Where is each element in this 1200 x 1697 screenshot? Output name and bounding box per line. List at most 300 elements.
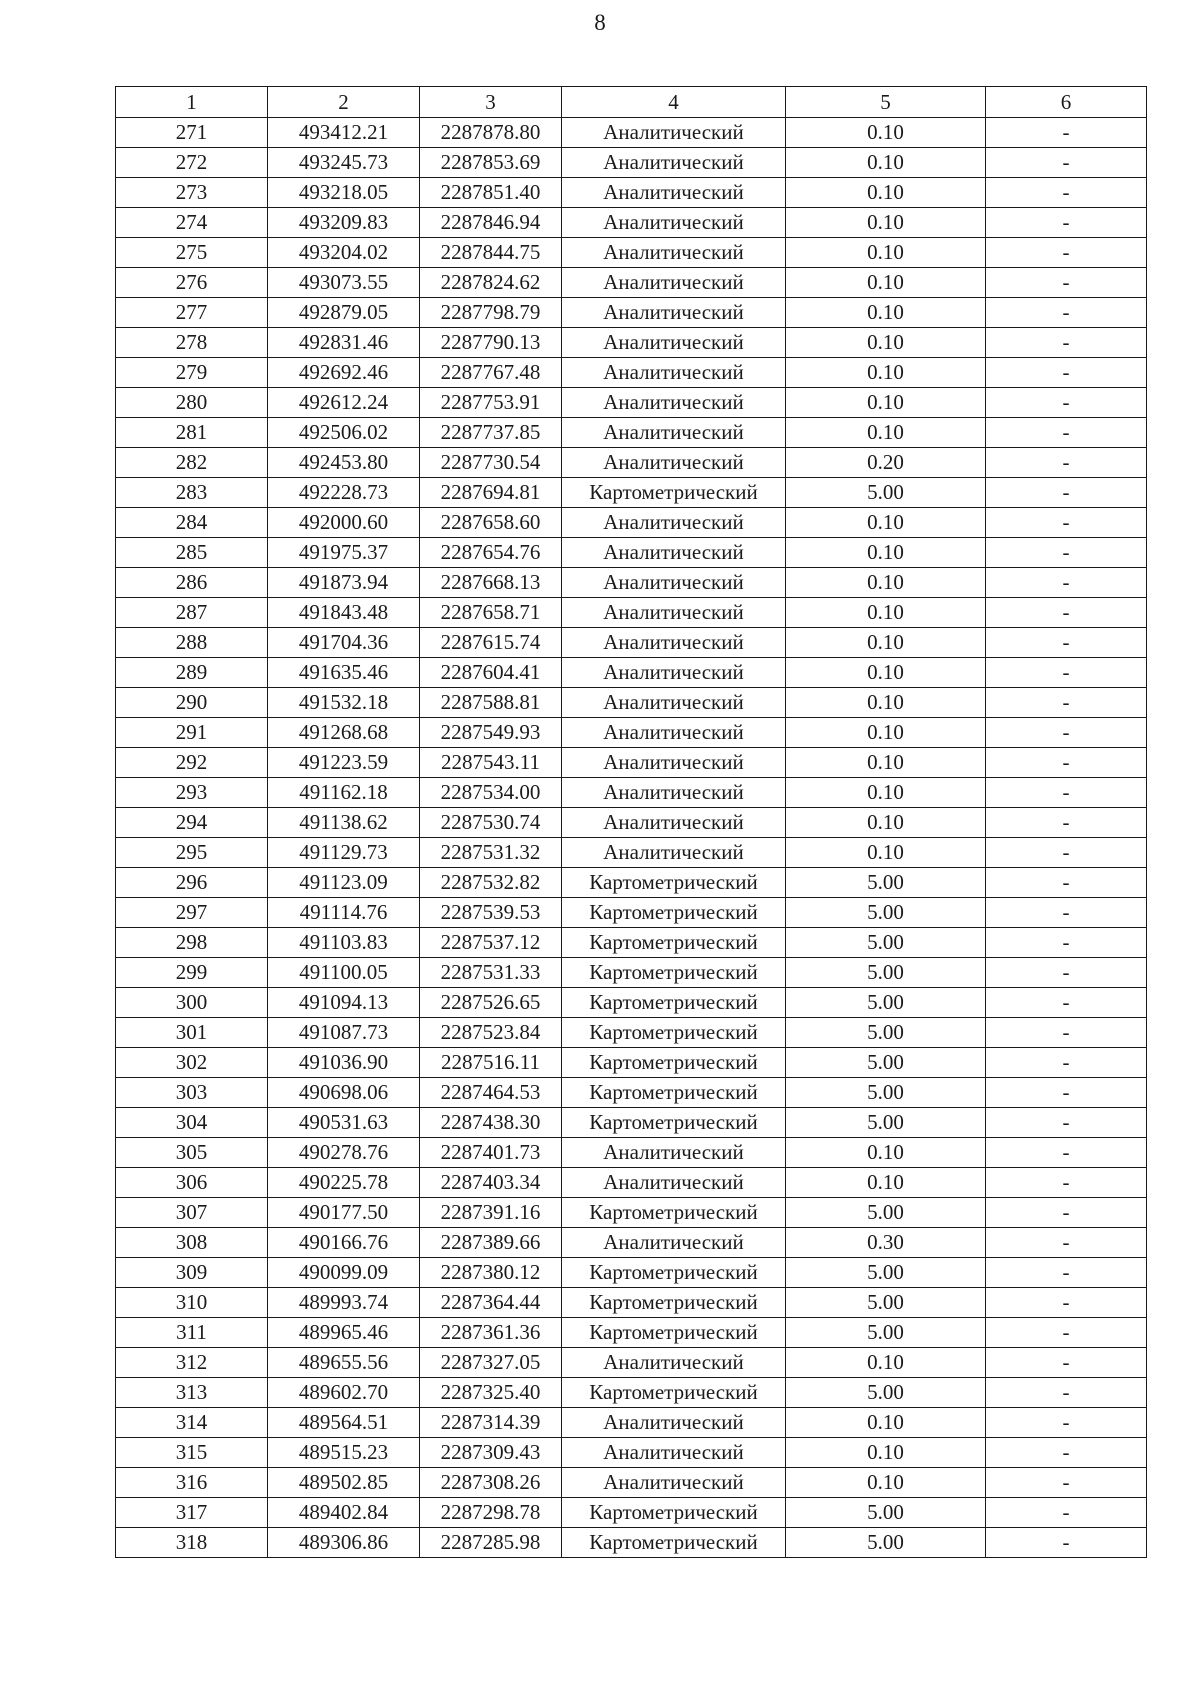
accuracy-cell: 0.10 bbox=[786, 238, 986, 268]
x-coordinate-cell: 489502.85 bbox=[268, 1468, 420, 1498]
accuracy-cell: 0.10 bbox=[786, 358, 986, 388]
description-cell: - bbox=[986, 1168, 1147, 1198]
column-header-4: 4 bbox=[562, 87, 786, 118]
description-cell: - bbox=[986, 868, 1147, 898]
x-coordinate-cell: 492831.46 bbox=[268, 328, 420, 358]
table-row bbox=[116, 208, 1147, 238]
point-number-cell: 288 bbox=[116, 628, 268, 658]
point-number-cell: 276 bbox=[116, 268, 268, 298]
x-coordinate-cell: 491036.90 bbox=[268, 1048, 420, 1078]
table-row bbox=[116, 778, 1147, 808]
accuracy-cell: 0.10 bbox=[786, 298, 986, 328]
accuracy-cell: 5.00 bbox=[786, 478, 986, 508]
point-number-cell: 303 bbox=[116, 1078, 268, 1108]
point-number-cell: 311 bbox=[116, 1318, 268, 1348]
accuracy-cell: 0.10 bbox=[786, 148, 986, 178]
table-row bbox=[116, 838, 1147, 868]
table-row bbox=[116, 1378, 1147, 1408]
table-row bbox=[116, 1018, 1147, 1048]
accuracy-cell: 0.10 bbox=[786, 568, 986, 598]
y-coordinate-cell: 2287798.79 bbox=[420, 298, 562, 328]
method-cell: Картометрический bbox=[562, 1108, 786, 1138]
y-coordinate-cell: 2287539.53 bbox=[420, 898, 562, 928]
method-cell: Аналитический bbox=[562, 718, 786, 748]
description-cell: - bbox=[986, 718, 1147, 748]
point-number-cell: 285 bbox=[116, 538, 268, 568]
method-cell: Аналитический bbox=[562, 238, 786, 268]
accuracy-cell: 5.00 bbox=[786, 868, 986, 898]
y-coordinate-cell: 2287308.26 bbox=[420, 1468, 562, 1498]
method-cell: Аналитический bbox=[562, 1138, 786, 1168]
y-coordinate-cell: 2287537.12 bbox=[420, 928, 562, 958]
y-coordinate-cell: 2287851.40 bbox=[420, 178, 562, 208]
method-cell: Аналитический bbox=[562, 358, 786, 388]
x-coordinate-cell: 491123.09 bbox=[268, 868, 420, 898]
column-header-3: 3 bbox=[420, 87, 562, 118]
table-row bbox=[116, 1318, 1147, 1348]
description-cell: - bbox=[986, 928, 1147, 958]
x-coordinate-cell: 490099.09 bbox=[268, 1258, 420, 1288]
description-cell: - bbox=[986, 1078, 1147, 1108]
y-coordinate-cell: 2287767.48 bbox=[420, 358, 562, 388]
method-cell: Аналитический bbox=[562, 1468, 786, 1498]
description-cell: - bbox=[986, 1438, 1147, 1468]
description-cell: - bbox=[986, 538, 1147, 568]
table-row bbox=[116, 688, 1147, 718]
x-coordinate-cell: 491162.18 bbox=[268, 778, 420, 808]
y-coordinate-cell: 2287523.84 bbox=[420, 1018, 562, 1048]
point-number-cell: 282 bbox=[116, 448, 268, 478]
table-row bbox=[116, 748, 1147, 778]
method-cell: Картометрический bbox=[562, 928, 786, 958]
y-coordinate-cell: 2287853.69 bbox=[420, 148, 562, 178]
x-coordinate-cell: 491087.73 bbox=[268, 1018, 420, 1048]
method-cell: Аналитический bbox=[562, 388, 786, 418]
accuracy-cell: 5.00 bbox=[786, 958, 986, 988]
method-cell: Картометрический bbox=[562, 1258, 786, 1288]
method-cell: Аналитический bbox=[562, 1438, 786, 1468]
y-coordinate-cell: 2287391.16 bbox=[420, 1198, 562, 1228]
x-coordinate-cell: 493209.83 bbox=[268, 208, 420, 238]
description-cell: - bbox=[986, 658, 1147, 688]
description-cell: - bbox=[986, 898, 1147, 928]
accuracy-cell: 5.00 bbox=[786, 1048, 986, 1078]
y-coordinate-cell: 2287464.53 bbox=[420, 1078, 562, 1108]
accuracy-cell: 5.00 bbox=[786, 1318, 986, 1348]
accuracy-cell: 5.00 bbox=[786, 928, 986, 958]
point-number-cell: 290 bbox=[116, 688, 268, 718]
description-cell: - bbox=[986, 328, 1147, 358]
x-coordinate-cell: 493073.55 bbox=[268, 268, 420, 298]
description-cell: - bbox=[986, 1318, 1147, 1348]
x-coordinate-cell: 491129.73 bbox=[268, 838, 420, 868]
x-coordinate-cell: 491114.76 bbox=[268, 898, 420, 928]
point-number-cell: 314 bbox=[116, 1408, 268, 1438]
y-coordinate-cell: 2287824.62 bbox=[420, 268, 562, 298]
table-row bbox=[116, 118, 1147, 148]
y-coordinate-cell: 2287516.11 bbox=[420, 1048, 562, 1078]
table-row bbox=[116, 238, 1147, 268]
x-coordinate-cell: 491843.48 bbox=[268, 598, 420, 628]
description-cell: - bbox=[986, 1408, 1147, 1438]
y-coordinate-cell: 2287298.78 bbox=[420, 1498, 562, 1528]
accuracy-cell: 0.10 bbox=[786, 658, 986, 688]
table-row bbox=[116, 478, 1147, 508]
table-row bbox=[116, 538, 1147, 568]
x-coordinate-cell: 489602.70 bbox=[268, 1378, 420, 1408]
point-number-cell: 293 bbox=[116, 778, 268, 808]
x-coordinate-cell: 490278.76 bbox=[268, 1138, 420, 1168]
x-coordinate-cell: 489564.51 bbox=[268, 1408, 420, 1438]
x-coordinate-cell: 492612.24 bbox=[268, 388, 420, 418]
accuracy-cell: 0.10 bbox=[786, 418, 986, 448]
accuracy-cell: 5.00 bbox=[786, 1198, 986, 1228]
y-coordinate-cell: 2287325.40 bbox=[420, 1378, 562, 1408]
point-number-cell: 271 bbox=[116, 118, 268, 148]
point-number-cell: 317 bbox=[116, 1498, 268, 1528]
x-coordinate-cell: 490166.76 bbox=[268, 1228, 420, 1258]
description-cell: - bbox=[986, 1198, 1147, 1228]
y-coordinate-cell: 2287380.12 bbox=[420, 1258, 562, 1288]
x-coordinate-cell: 493245.73 bbox=[268, 148, 420, 178]
method-cell: Картометрический bbox=[562, 1018, 786, 1048]
table-row bbox=[116, 898, 1147, 928]
header-row bbox=[116, 87, 1147, 118]
point-number-cell: 318 bbox=[116, 1528, 268, 1558]
table-row bbox=[116, 1528, 1147, 1558]
method-cell: Аналитический bbox=[562, 448, 786, 478]
y-coordinate-cell: 2287543.11 bbox=[420, 748, 562, 778]
y-coordinate-cell: 2287694.81 bbox=[420, 478, 562, 508]
table-row bbox=[116, 1168, 1147, 1198]
point-number-cell: 274 bbox=[116, 208, 268, 238]
accuracy-cell: 0.10 bbox=[786, 1138, 986, 1168]
description-cell: - bbox=[986, 268, 1147, 298]
method-cell: Картометрический bbox=[562, 1288, 786, 1318]
y-coordinate-cell: 2287361.36 bbox=[420, 1318, 562, 1348]
point-number-cell: 298 bbox=[116, 928, 268, 958]
x-coordinate-cell: 491094.13 bbox=[268, 988, 420, 1018]
point-number-cell: 286 bbox=[116, 568, 268, 598]
y-coordinate-cell: 2287438.30 bbox=[420, 1108, 562, 1138]
point-number-cell: 273 bbox=[116, 178, 268, 208]
method-cell: Картометрический bbox=[562, 898, 786, 928]
y-coordinate-cell: 2287753.91 bbox=[420, 388, 562, 418]
x-coordinate-cell: 490531.63 bbox=[268, 1108, 420, 1138]
method-cell: Аналитический bbox=[562, 1168, 786, 1198]
description-cell: - bbox=[986, 748, 1147, 778]
description-cell: - bbox=[986, 778, 1147, 808]
table-row bbox=[116, 1438, 1147, 1468]
table-row bbox=[116, 358, 1147, 388]
point-number-cell: 305 bbox=[116, 1138, 268, 1168]
point-number-cell: 278 bbox=[116, 328, 268, 358]
y-coordinate-cell: 2287730.54 bbox=[420, 448, 562, 478]
column-header-2: 2 bbox=[268, 87, 420, 118]
description-cell: - bbox=[986, 1228, 1147, 1258]
method-cell: Картометрический bbox=[562, 1048, 786, 1078]
description-cell: - bbox=[986, 1348, 1147, 1378]
accuracy-cell: 5.00 bbox=[786, 1528, 986, 1558]
method-cell: Картометрический bbox=[562, 1078, 786, 1108]
table-row bbox=[116, 868, 1147, 898]
description-cell: - bbox=[986, 418, 1147, 448]
accuracy-cell: 0.10 bbox=[786, 778, 986, 808]
column-header-5: 5 bbox=[786, 87, 986, 118]
x-coordinate-cell: 491873.94 bbox=[268, 568, 420, 598]
point-number-cell: 310 bbox=[116, 1288, 268, 1318]
method-cell: Аналитический bbox=[562, 658, 786, 688]
method-cell: Аналитический bbox=[562, 1408, 786, 1438]
description-cell: - bbox=[986, 808, 1147, 838]
method-cell: Картометрический bbox=[562, 988, 786, 1018]
table-body bbox=[116, 118, 1147, 1558]
accuracy-cell: 0.10 bbox=[786, 838, 986, 868]
point-number-cell: 316 bbox=[116, 1468, 268, 1498]
y-coordinate-cell: 2287534.00 bbox=[420, 778, 562, 808]
description-cell: - bbox=[986, 1288, 1147, 1318]
coordinates-table bbox=[115, 86, 1147, 1558]
accuracy-cell: 5.00 bbox=[786, 1018, 986, 1048]
method-cell: Аналитический bbox=[562, 778, 786, 808]
point-number-cell: 308 bbox=[116, 1228, 268, 1258]
method-cell: Аналитический bbox=[562, 328, 786, 358]
point-number-cell: 307 bbox=[116, 1198, 268, 1228]
description-cell: - bbox=[986, 1378, 1147, 1408]
description-cell: - bbox=[986, 508, 1147, 538]
table-row bbox=[116, 1198, 1147, 1228]
method-cell: Аналитический bbox=[562, 148, 786, 178]
point-number-cell: 296 bbox=[116, 868, 268, 898]
method-cell: Аналитический bbox=[562, 568, 786, 598]
table-row bbox=[116, 988, 1147, 1018]
y-coordinate-cell: 2287844.75 bbox=[420, 238, 562, 268]
point-number-cell: 281 bbox=[116, 418, 268, 448]
x-coordinate-cell: 491268.68 bbox=[268, 718, 420, 748]
point-number-cell: 301 bbox=[116, 1018, 268, 1048]
column-header-6: 6 bbox=[986, 87, 1147, 118]
method-cell: Аналитический bbox=[562, 628, 786, 658]
accuracy-cell: 5.00 bbox=[786, 1378, 986, 1408]
y-coordinate-cell: 2287285.98 bbox=[420, 1528, 562, 1558]
y-coordinate-cell: 2287588.81 bbox=[420, 688, 562, 718]
table-row bbox=[116, 1258, 1147, 1288]
x-coordinate-cell: 491704.36 bbox=[268, 628, 420, 658]
method-cell: Картометрический bbox=[562, 1498, 786, 1528]
accuracy-cell: 5.00 bbox=[786, 1108, 986, 1138]
table-row bbox=[116, 958, 1147, 988]
point-number-cell: 306 bbox=[116, 1168, 268, 1198]
method-cell: Картометрический bbox=[562, 478, 786, 508]
table-row bbox=[116, 1138, 1147, 1168]
x-coordinate-cell: 491532.18 bbox=[268, 688, 420, 718]
y-coordinate-cell: 2287878.80 bbox=[420, 118, 562, 148]
table-row bbox=[116, 1078, 1147, 1108]
y-coordinate-cell: 2287604.41 bbox=[420, 658, 562, 688]
x-coordinate-cell: 491138.62 bbox=[268, 808, 420, 838]
table-row bbox=[116, 1288, 1147, 1318]
description-cell: - bbox=[986, 568, 1147, 598]
x-coordinate-cell: 489993.74 bbox=[268, 1288, 420, 1318]
accuracy-cell: 0.10 bbox=[786, 268, 986, 298]
x-coordinate-cell: 492453.80 bbox=[268, 448, 420, 478]
accuracy-cell: 0.10 bbox=[786, 328, 986, 358]
point-number-cell: 299 bbox=[116, 958, 268, 988]
accuracy-cell: 0.10 bbox=[786, 1438, 986, 1468]
point-number-cell: 297 bbox=[116, 898, 268, 928]
table-row bbox=[116, 298, 1147, 328]
table-row bbox=[116, 508, 1147, 538]
method-cell: Аналитический bbox=[562, 118, 786, 148]
description-cell: - bbox=[986, 688, 1147, 718]
description-cell: - bbox=[986, 388, 1147, 418]
accuracy-cell: 0.10 bbox=[786, 1408, 986, 1438]
description-cell: - bbox=[986, 988, 1147, 1018]
table-row bbox=[116, 718, 1147, 748]
table-row bbox=[116, 568, 1147, 598]
point-number-cell: 272 bbox=[116, 148, 268, 178]
table-row bbox=[116, 148, 1147, 178]
table-row bbox=[116, 1498, 1147, 1528]
x-coordinate-cell: 493412.21 bbox=[268, 118, 420, 148]
x-coordinate-cell: 492000.60 bbox=[268, 508, 420, 538]
accuracy-cell: 0.10 bbox=[786, 1348, 986, 1378]
description-cell: - bbox=[986, 298, 1147, 328]
y-coordinate-cell: 2287658.71 bbox=[420, 598, 562, 628]
method-cell: Картометрический bbox=[562, 868, 786, 898]
x-coordinate-cell: 490225.78 bbox=[268, 1168, 420, 1198]
method-cell: Аналитический bbox=[562, 268, 786, 298]
accuracy-cell: 0.10 bbox=[786, 388, 986, 418]
table-row bbox=[116, 808, 1147, 838]
table-row bbox=[116, 448, 1147, 478]
table-row bbox=[116, 1348, 1147, 1378]
description-cell: - bbox=[986, 478, 1147, 508]
y-coordinate-cell: 2287401.73 bbox=[420, 1138, 562, 1168]
description-cell: - bbox=[986, 1498, 1147, 1528]
point-number-cell: 283 bbox=[116, 478, 268, 508]
table-row bbox=[116, 328, 1147, 358]
point-number-cell: 294 bbox=[116, 808, 268, 838]
accuracy-cell: 0.10 bbox=[786, 508, 986, 538]
table-row bbox=[116, 178, 1147, 208]
method-cell: Картометрический bbox=[562, 958, 786, 988]
table-row bbox=[116, 1048, 1147, 1078]
method-cell: Картометрический bbox=[562, 1318, 786, 1348]
x-coordinate-cell: 492228.73 bbox=[268, 478, 420, 508]
accuracy-cell: 0.10 bbox=[786, 688, 986, 718]
y-coordinate-cell: 2287531.33 bbox=[420, 958, 562, 988]
x-coordinate-cell: 489515.23 bbox=[268, 1438, 420, 1468]
description-cell: - bbox=[986, 628, 1147, 658]
point-number-cell: 291 bbox=[116, 718, 268, 748]
table-row bbox=[116, 1408, 1147, 1438]
description-cell: - bbox=[986, 208, 1147, 238]
point-number-cell: 284 bbox=[116, 508, 268, 538]
x-coordinate-cell: 489402.84 bbox=[268, 1498, 420, 1528]
point-number-cell: 302 bbox=[116, 1048, 268, 1078]
description-cell: - bbox=[986, 238, 1147, 268]
x-coordinate-cell: 491103.83 bbox=[268, 928, 420, 958]
method-cell: Аналитический bbox=[562, 808, 786, 838]
y-coordinate-cell: 2287549.93 bbox=[420, 718, 562, 748]
x-coordinate-cell: 489655.56 bbox=[268, 1348, 420, 1378]
description-cell: - bbox=[986, 1258, 1147, 1288]
point-number-cell: 313 bbox=[116, 1378, 268, 1408]
accuracy-cell: 0.10 bbox=[786, 748, 986, 778]
x-coordinate-cell: 491223.59 bbox=[268, 748, 420, 778]
point-number-cell: 279 bbox=[116, 358, 268, 388]
description-cell: - bbox=[986, 1018, 1147, 1048]
description-cell: - bbox=[986, 1138, 1147, 1168]
method-cell: Аналитический bbox=[562, 418, 786, 448]
point-number-cell: 300 bbox=[116, 988, 268, 1018]
x-coordinate-cell: 491635.46 bbox=[268, 658, 420, 688]
accuracy-cell: 0.10 bbox=[786, 118, 986, 148]
method-cell: Аналитический bbox=[562, 748, 786, 778]
table-row bbox=[116, 598, 1147, 628]
x-coordinate-cell: 493204.02 bbox=[268, 238, 420, 268]
y-coordinate-cell: 2287314.39 bbox=[420, 1408, 562, 1438]
y-coordinate-cell: 2287327.05 bbox=[420, 1348, 562, 1378]
table-row bbox=[116, 658, 1147, 688]
point-number-cell: 280 bbox=[116, 388, 268, 418]
page-number: 8 bbox=[594, 10, 606, 35]
accuracy-cell: 0.30 bbox=[786, 1228, 986, 1258]
accuracy-cell: 0.10 bbox=[786, 208, 986, 238]
x-coordinate-cell: 493218.05 bbox=[268, 178, 420, 208]
y-coordinate-cell: 2287846.94 bbox=[420, 208, 562, 238]
method-cell: Аналитический bbox=[562, 838, 786, 868]
accuracy-cell: 5.00 bbox=[786, 1078, 986, 1108]
description-cell: - bbox=[986, 598, 1147, 628]
point-number-cell: 295 bbox=[116, 838, 268, 868]
table-header bbox=[116, 87, 1147, 118]
accuracy-cell: 5.00 bbox=[786, 1288, 986, 1318]
table-row bbox=[116, 268, 1147, 298]
accuracy-cell: 0.10 bbox=[786, 1468, 986, 1498]
method-cell: Аналитический bbox=[562, 298, 786, 328]
method-cell: Аналитический bbox=[562, 1228, 786, 1258]
table-row bbox=[116, 1108, 1147, 1138]
y-coordinate-cell: 2287737.85 bbox=[420, 418, 562, 448]
description-cell: - bbox=[986, 1048, 1147, 1078]
accuracy-cell: 0.10 bbox=[786, 808, 986, 838]
point-number-cell: 315 bbox=[116, 1438, 268, 1468]
description-cell: - bbox=[986, 1108, 1147, 1138]
method-cell: Аналитический bbox=[562, 538, 786, 568]
y-coordinate-cell: 2287654.76 bbox=[420, 538, 562, 568]
table-row bbox=[116, 928, 1147, 958]
accuracy-cell: 5.00 bbox=[786, 988, 986, 1018]
accuracy-cell: 5.00 bbox=[786, 898, 986, 928]
point-number-cell: 277 bbox=[116, 298, 268, 328]
table-row bbox=[116, 1228, 1147, 1258]
description-cell: - bbox=[986, 1528, 1147, 1558]
point-number-cell: 287 bbox=[116, 598, 268, 628]
point-number-cell: 309 bbox=[116, 1258, 268, 1288]
y-coordinate-cell: 2287530.74 bbox=[420, 808, 562, 838]
description-cell: - bbox=[986, 178, 1147, 208]
point-number-cell: 312 bbox=[116, 1348, 268, 1378]
accuracy-cell: 0.10 bbox=[786, 178, 986, 208]
method-cell: Аналитический bbox=[562, 178, 786, 208]
method-cell: Аналитический bbox=[562, 598, 786, 628]
accuracy-cell: 0.10 bbox=[786, 598, 986, 628]
description-cell: - bbox=[986, 118, 1147, 148]
accuracy-cell: 0.10 bbox=[786, 1168, 986, 1198]
x-coordinate-cell: 491975.37 bbox=[268, 538, 420, 568]
